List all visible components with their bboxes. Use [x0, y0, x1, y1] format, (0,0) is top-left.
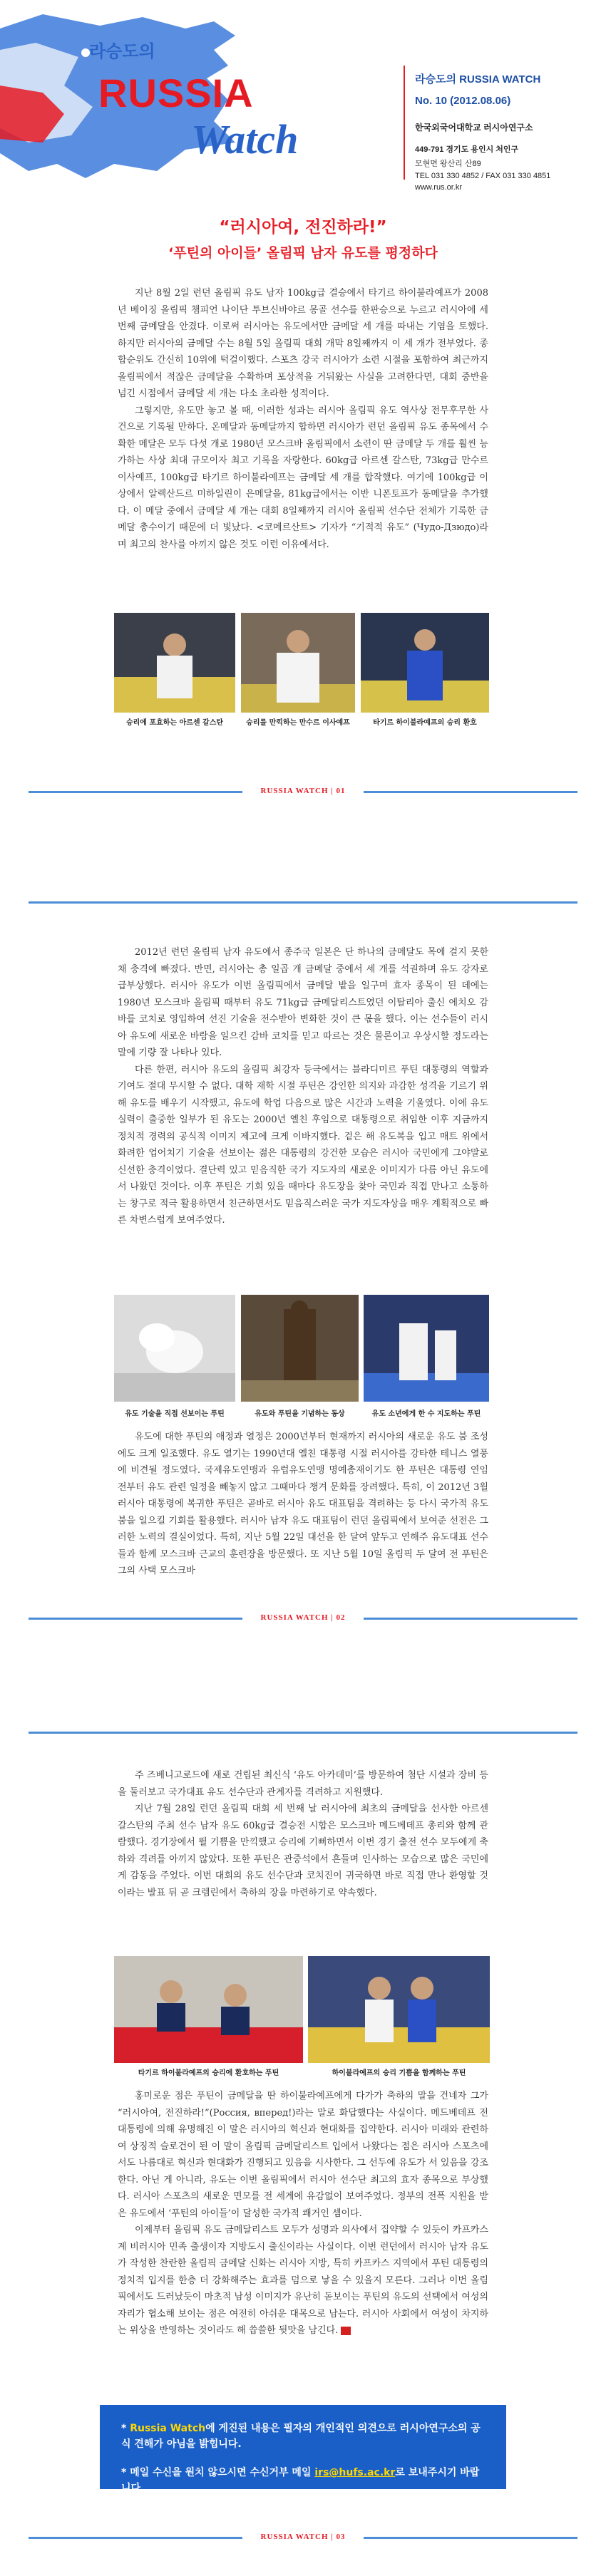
footer-rule-left: [29, 1618, 242, 1620]
footer-rule-right: [364, 791, 577, 793]
caption: 유도와 푸틴을 기념하는 동상: [255, 1410, 345, 1418]
masthead: [0, 0, 606, 192]
notice-brand: Russia Watch: [130, 2423, 206, 2434]
article-body-3a: [118, 1767, 488, 1901]
institute-name: 한국외국어대학교 러시아연구소: [415, 123, 533, 133]
caption: 승리를 만끽하는 만수르 이사예프: [246, 719, 350, 727]
paragraph: 그렇지만, 유도만 놓고 볼 때, 이러한 성과는 러시아 올림픽 유도 역사상 전무후무한 사건으로 기록될 만하다. 온메달과 동메달까지 합하면 러시아가 런던 올림픽 유도 종목에서 수확한 메달은 모두 다섯 개로 1980년 모스크바 올림픽에서 소련이 딴 금메달 두 개를 훨씬 능가하는 사상 최대 규모이자 최고 기록을 자랑한다. 60kg급 아르센 갈스탄, 73kg급 만수르 이사예프, 100kg급 타기르 하이불라예프는 금메달 세 개를 합작했다. 여기에 100kg급 이상에서 알렉산드르 미하일린이 은메달을, 81kg급에서는 이반 니폰토프가 동메달을 추가했다. 이 메달 중에서 금메달 세 개는 대회 8일째까지 러시아 올림픽 선수단 전체가 기록한 금메달 총수이기 때문에 더 빛났다. <코메르산트> 기자가 “기적적 유도” (Чудо-Дзюдо)라며 최고의 찬사를 아끼지 않은 것도 이런 이유에서다.: [118, 405, 488, 550]
paragraph: 지난 8월 2일 런던 올림픽 유도 남자 100kg급 결승에서 타기르 하이불라예프가 2008년 베이징 올림픽 챔피언 나이단 투브신바야르 몽골 선수를 한판승으로 누르고 러시아에 세 번째 금메달을 안겼다. 이로써 러시아는 유도에서만 금메달 세 개를 따내는 기염을 토했다. 하지만 러시아의 금메달 수는 8월 5일 올림픽 대회 개막 8일째까지 이 세 개가 전부였다. 종합순위도 간신히 10위에 턱걸이했다. 스포츠 강국 러시아가 소련 시절을 포함하여 최근까지 올림픽에서 적잖은 금메달을 수확하며 포상적을 거둬왔는 사실을 고려한다면, 대회 중반을 넘긴 시점에서 금메달 세 개는 다소 초라한 성적이다.: [118, 288, 488, 399]
headline-sub: ‘푸틴의 아이들’ 올림픽 남자 유도를 평정하다: [168, 245, 438, 261]
notice-text-1: 에 게진된 내용은 필자의 개인적인 의견으로 러시아연구소의 공식 견해가 아님을 밝힙니다.: [121, 2423, 481, 2450]
address-line-2: 모현면 왕산리 산89: [415, 160, 481, 168]
phone-fax: TEL 031 330 4852 / FAX 031 330 4851: [415, 172, 551, 180]
newsletter-title: 라승도의 RUSSIA WATCH: [415, 73, 541, 86]
caption: 하이불라예프의 승리 기쁨을 함께하는 푸틴: [332, 2069, 466, 2077]
masthead-divider: [404, 66, 405, 180]
paragraph: 다른 한편, 러시아 유도의 올림픽 최강자 등극에서는 블라디미르 푸틴 대통령의 역할과 기여도 절대 무시할 수 없다. 대학 재학 시절 푸틴은 강인한 의지와 과감한 성격을 기르기 위해 유도를 배우기 시작했고, 유도에 학업 다음으로 많은 시간과 노력을 기울였다. 이에 유도 실력이 출중한 일부가 된 유도는 2000년 옐친 후임으로 대통령으로 취임한 이후 지금까지 정치적 경력의 공식적 이미지 제고에 크게 이바지했다. 겉은 해 유도복을 입고 매트 위에서 화려한 업어치기 기술을 선보이는 젊은 대통령의 강건한 모습은 러시아 국민에게 그야말로 신선한 충격이었다. 결단력 있고 믿음직한 국가 지도자의 새로운 이미지가 다름 아닌 유도에서 나왔던 것이다. 이후 푸틴은 기회 있을 때마다 유도장을 찾아 국민과 직접 만나고 소통하는 창구로 적극 활용하면서 친근하면서도 믿음직스러운 국가 지도자상을 매우 계획적으로 빠른 차변스럽게 보여주었다.: [118, 1064, 488, 1226]
notice-box: [100, 2405, 506, 2494]
footer-rule-left: [29, 791, 242, 793]
brand-title-watch: Watch: [191, 116, 299, 162]
notice-text-2b: 로 보내주시기 바랍니다.: [121, 2467, 480, 2494]
caption: 타기르 하이불라예프의 승리에 환호하는 푸틴: [138, 2069, 279, 2077]
page-1: [0, 0, 606, 859]
paragraph: [118, 2222, 488, 2339]
photo-isaev: [241, 613, 355, 713]
photo-khaibulaev: [361, 613, 489, 713]
website-link[interactable]: www.rus.or.kr: [415, 183, 463, 192]
caption: 타기르 하이불라예프의 승리 환호: [373, 719, 477, 727]
article-body-2b: [118, 1429, 488, 1580]
masthead-info: [415, 71, 600, 192]
page-2: [0, 859, 606, 1717]
page-top-rule: [29, 1732, 577, 1734]
paragraph-text: 이제부터 올림픽 유도 금메달리스트 모두가 성명과 의사에서 집약할 수 있듯이 카프카스 계 비러시아 민족 출생이자 지방도시 출신이라는 사실이다. 이번 런던에서 러시아 남자 유도가 작성한 찬란한 올림픽 금메달 신화는 러시아 지방, 특히 카프카스 지역에서 푸틴 대통령의 정치적 입지를 한층 더 강화해주는 효과를 덤으로 낳을 수 있을지 모른다. 그러나 이번 올림픽에서도 드러났듯이 마초적 남성 이미지가 유난히 돋보이는 푸틴의 유도의 선택에서 여성의 자리가 협소해 보이는 점은 여전히 아쉬운 대목으로 남는다. 러시아 사회에서 여성이 차지하는 위상을 반영하는 것이라도 해 씁쓸한 뒷맛을 남긴다.: [118, 2225, 488, 2336]
caption: 유도 기술을 직접 선보이는 푸틴: [125, 1410, 225, 1418]
notice-email-link[interactable]: irs@hufs.ac.kr: [314, 2467, 396, 2478]
photo-galstyan: [114, 613, 235, 713]
paragraph: 주 즈베니고로드에 새로 건립된 최신식 ‘유도 아카데미’를 방문하여 첨단 시설과 장비 등을 둘러보고 국가대표 유도 선수단과 관계자를 격려하고 지원했다.: [118, 1770, 488, 1798]
paragraph: 홍미로운 점은 푸틴이 금메달을 딴 하이불라예프에게 다가가 축하의 말을 건네자 그가 “러시아여, 전진하라!”(Россия, вперед!)라는 말로 화답했다는 사실이다. 메드베데프 전 대통령에 의해 유명해진 이 말은 러시아의 혁신과 현대화를 집약한다. 러시아 미래와 관련하여 상징적 슬로건이 된 이 말이 올림픽 금메달리스트 입에서 나왔다는 점은 러시아 스포츠에서도 나름대로 혁신과 현대화가 진행되고 있음을 시사한다. 그 선두에 유도가 서 있음을 강조한다. 아닌 게 아니라, 유도는 이번 올림픽에서 러시아 선수단 최고의 효자 종목으로 부상했다. 러시아 스포츠의 새로운 면모를 전 세계에 유감없이 보여주었다. 정부의 전폭 지원을 받은 유도에서 ‘푸틴의 아이들’이 달성한 국가적 쾌거인 셈이다.: [118, 2091, 488, 2219]
notice-line-1: * Russia Watch에 게진된 내용은 필자의 개인적인 의견으로 러시아연구소의 공식 견해가 아님을 밝힙니다.: [121, 2423, 481, 2450]
brand-subtitle: 라승도의: [89, 41, 155, 61]
footer-rule-right: [364, 2537, 577, 2539]
address-line-1: 449-791 경기도 용인시 처인구: [415, 145, 519, 154]
page-3: [0, 1717, 606, 2576]
photo-judo-statue: [241, 1295, 359, 1402]
caption: 승리에 포효하는 아르센 갈스탄: [125, 719, 224, 727]
page-footer: RUSSIA WATCH | 01: [260, 787, 346, 795]
page-footer: RUSSIA WATCH | 03: [260, 2533, 346, 2541]
page-top-rule: [29, 901, 577, 904]
paragraph: 2012년 런던 올림픽 남자 유도에서 종주국 일본은 단 하나의 금메달도 목에 걸지 못한 채 충격에 빠졌다. 반면, 러시아는 총 일곱 개 금메달 중에서 세 개를 석권하며 유도 강자로 급부상했다. 러시아 유도가 이번 올림픽에서 금메달 밭을 일구며 효자 종목이 된 데에는 1980년 모스크바 올림픽 때부터 유도 71kg급 금메달리스트였던 이탈리아 출신 에치오 감바를 코치로 영입하여 선진 기술을 전수받아 변화한 것이 큰 몫을 했다. 이는 선수들이 러시아 유도에 새로운 바람을 일으킨 감바 코치를 믿고 따르는 것은 물론이고 우상시할 정도라는 말에 기량 잘 나타나 있다.: [118, 947, 488, 1058]
photo-putin-cheering: [114, 1956, 303, 2063]
article-body-1: [118, 285, 488, 553]
photo-putin-with-athlete: [308, 1956, 490, 2063]
notice-line-2: * 메일 수신을 원치 않으시면 수신거부 메일 irs@hufs.ac.kr로 보내주시기 바랍니다.: [121, 2467, 480, 2494]
footer-rule-right: [364, 1618, 577, 1620]
article-body-2a: [118, 944, 488, 1229]
brand-title-russia: RUSSIA: [98, 71, 254, 115]
article-body-3b: [118, 2088, 488, 2339]
photo-putin-coaching: [364, 1295, 489, 1402]
page-footer: RUSSIA WATCH | 02: [260, 1613, 346, 1622]
paragraph: 유도에 대한 푸틴의 애정과 열정은 2000년부터 현재까지 러시아의 새로운 유도 붐 조성에도 크게 일조했다. 유도 열기는 1990년대 옐친 대통령 시절 러시아를 강타한 테니스 열풍에 비견될 정도였다. 국제유도연맹과 유럽유도연맹 명예총재이기도 한 푸틴은 대통령 연임 전부터 유도 관련 일정을 빼놓지 않고 그때마다 챙겨 문화를 장려했다. 특히, 이 2012년 3월 러시아 대통령에 복귀한 푸틴은 곧바로 러시아 유도 대표팀을 격려하는 등 다시 국가적 유도 붐을 일으킬 기회를 활용했다. 러시아 남자 유도 대표팀이 런던 올림픽에서 보여준 선전은 그러한 노력의 결실이었다. 특히, 지난 5월 22일 대선을 한 달여 앞두고 연해주 유도대표 선수들과 함께 모스크바 근교의 훈련장을 방문했다. 또 지난 5월 10일 올림픽 두 달여 전 푸틴은 그의 사택 모스크바: [118, 1432, 488, 1576]
photo-putin-judo: [114, 1295, 235, 1402]
caption: 유도 소년에게 한 수 지도하는 푸틴: [371, 1410, 481, 1418]
headline-main: “러시아여, 전진하라!”: [219, 218, 387, 237]
footer-rule-left: [29, 2537, 242, 2539]
end-mark-icon: [341, 2327, 351, 2335]
notice-text-2a: 메일 수신을 원치 않으시면 수신거부 메일: [130, 2467, 315, 2478]
paragraph: 지난 7월 28일 런던 올림픽 대회 세 번째 날 러시아에 최초의 금메달을 선사한 아르센 갈스탄의 주최 선수 남자 유도 60kg급 결승전 시합은 모스크바 메드베데프 총리와 함께 관람했다. 경기장에서 뛸 기쁨을 만끽했고 승리에 기뻐하면서 이번 경기 출전 선수 모두에게 축하와 격려를 아끼지 않았다. 또한 푸틴은 관중석에서 흔들며 인사하는 모습으로 많은 국민에게 감동을 주었다. 이번 대회의 유도 선수단과 코치진이 귀국하면 바로 직접 만나 환영할 것이라는 발표 뒤 곧 크렘린에서 축하의 장을 마련하기로 약속했다.: [118, 1804, 488, 1898]
issue-number: No. 10 (2012.08.06): [415, 95, 511, 107]
